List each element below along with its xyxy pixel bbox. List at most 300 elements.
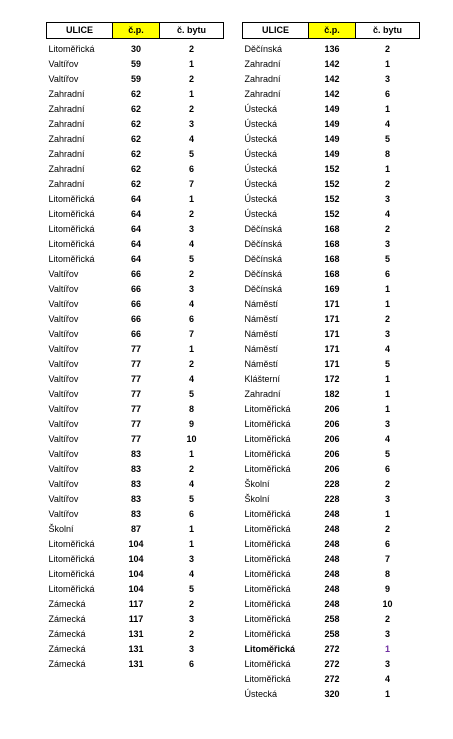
street-cell: Valtířov bbox=[48, 269, 79, 279]
house-no-cell: 142 bbox=[324, 74, 340, 84]
street-cell: Zahradní bbox=[48, 164, 85, 174]
table-row bbox=[243, 282, 420, 297]
flat-no-cell: 1 bbox=[188, 59, 194, 69]
street-cell: Zámecká bbox=[48, 629, 86, 639]
flat-no-cell: 2 bbox=[188, 599, 194, 609]
street-cell: Litoměřická bbox=[244, 599, 291, 609]
house-no-cell: 206 bbox=[324, 464, 340, 474]
house-no-cell: 248 bbox=[324, 569, 340, 579]
house-no-cell: 168 bbox=[324, 239, 340, 249]
flat-no-cell: 1 bbox=[384, 284, 390, 294]
street-cell: Litoměřická bbox=[244, 584, 291, 594]
table-row bbox=[243, 462, 420, 477]
flat-no-cell: 2 bbox=[188, 209, 194, 219]
flat-no-cell: 2 bbox=[188, 629, 194, 639]
header-flat-no: č. bytu bbox=[160, 23, 224, 39]
table-row bbox=[243, 162, 420, 177]
house-no-cell: 131 bbox=[128, 629, 144, 639]
house-no-cell: 83 bbox=[130, 479, 141, 489]
street-cell: Litoměřická bbox=[48, 584, 95, 594]
house-no-cell: 62 bbox=[130, 179, 141, 189]
flat-no-cell: 3 bbox=[384, 74, 390, 84]
house-no-cell: 182 bbox=[324, 389, 340, 399]
table-row bbox=[243, 357, 420, 372]
street-cell: Litoměřická bbox=[48, 194, 95, 204]
table-row bbox=[243, 267, 420, 282]
table-row bbox=[47, 282, 224, 297]
table-row bbox=[243, 57, 420, 72]
header-street: ULICE bbox=[243, 23, 309, 39]
table-row bbox=[243, 582, 420, 597]
house-no-cell: 248 bbox=[324, 509, 340, 519]
table-row bbox=[47, 657, 224, 672]
house-no-cell: 136 bbox=[324, 44, 340, 54]
flat-no-cell: 6 bbox=[188, 659, 194, 669]
house-no-cell: 64 bbox=[130, 194, 141, 204]
table-row bbox=[47, 432, 224, 447]
table-row bbox=[243, 567, 420, 582]
street-cell: Zahradní bbox=[48, 104, 85, 114]
house-no-cell: 258 bbox=[324, 629, 340, 639]
house-no-cell: 149 bbox=[324, 104, 340, 114]
street-cell: Valtířov bbox=[48, 404, 79, 414]
street-cell: Litoměřická bbox=[244, 629, 291, 639]
street-cell: Ústecká bbox=[244, 104, 278, 114]
flat-no-cell: 7 bbox=[384, 554, 390, 564]
street-cell: Náměstí bbox=[244, 314, 279, 324]
flat-no-cell: 1 bbox=[384, 299, 390, 309]
house-no-cell: 62 bbox=[130, 164, 141, 174]
table-row bbox=[243, 417, 420, 432]
flat-no-cell: 2 bbox=[188, 359, 194, 369]
street-cell: Školní bbox=[244, 479, 270, 489]
table-row bbox=[47, 237, 224, 252]
house-no-cell: 30 bbox=[130, 44, 141, 54]
table-row bbox=[47, 87, 224, 102]
header-row bbox=[243, 23, 420, 39]
street-cell: Valtířov bbox=[48, 59, 79, 69]
house-no-cell: 77 bbox=[130, 404, 141, 414]
street-cell: Děčínská bbox=[244, 224, 283, 234]
flat-no-cell: 1 bbox=[384, 404, 390, 414]
house-no-cell: 228 bbox=[324, 494, 340, 504]
flat-no-cell: 3 bbox=[188, 119, 194, 129]
table-row bbox=[47, 402, 224, 417]
house-no-cell: 152 bbox=[324, 194, 340, 204]
right-table bbox=[242, 22, 420, 702]
table-row bbox=[243, 252, 420, 267]
table-row bbox=[47, 567, 224, 582]
table-row bbox=[243, 132, 420, 147]
flat-no-cell: 4 bbox=[384, 674, 390, 684]
right-table-body bbox=[243, 39, 420, 703]
table-row bbox=[243, 147, 420, 162]
street-cell: Litoměřická bbox=[48, 539, 95, 549]
flat-no-cell: 5 bbox=[188, 149, 194, 159]
street-cell: Valtířov bbox=[48, 494, 79, 504]
flat-no-cell: 1 bbox=[384, 104, 390, 114]
house-no-cell: 169 bbox=[324, 284, 340, 294]
table-row bbox=[243, 492, 420, 507]
table-row bbox=[243, 402, 420, 417]
flat-no-cell: 4 bbox=[188, 569, 194, 579]
flat-no-cell: 2 bbox=[384, 479, 390, 489]
street-cell: Litoměřická bbox=[244, 539, 291, 549]
table-row bbox=[243, 477, 420, 492]
house-no-cell: 206 bbox=[324, 449, 340, 459]
table-row bbox=[47, 222, 224, 237]
flat-no-cell: 2 bbox=[188, 104, 194, 114]
house-no-cell: 66 bbox=[130, 329, 141, 339]
house-no-cell: 248 bbox=[324, 584, 340, 594]
flat-no-cell: 2 bbox=[384, 224, 390, 234]
table-row bbox=[243, 432, 420, 447]
street-cell: Školní bbox=[244, 494, 270, 504]
flat-no-cell: 1 bbox=[188, 89, 194, 99]
flat-no-cell: 5 bbox=[188, 584, 194, 594]
table-row bbox=[243, 177, 420, 192]
street-cell: Valtířov bbox=[48, 479, 79, 489]
house-no-cell: 104 bbox=[128, 584, 144, 594]
street-cell: Litoměřická bbox=[244, 524, 291, 534]
house-no-cell: 62 bbox=[130, 104, 141, 114]
flat-no-cell: 4 bbox=[188, 134, 194, 144]
flat-no-cell: 1 bbox=[384, 374, 390, 384]
house-no-cell: 77 bbox=[130, 374, 141, 384]
table-row bbox=[243, 537, 420, 552]
table-row bbox=[47, 522, 224, 537]
flat-no-cell: 3 bbox=[384, 419, 390, 429]
table-row bbox=[47, 477, 224, 492]
table-row bbox=[243, 552, 420, 567]
flat-no-cell: 3 bbox=[188, 554, 194, 564]
flat-no-cell: 2 bbox=[188, 74, 194, 84]
house-no-cell: 104 bbox=[128, 569, 144, 579]
flat-no-cell: 4 bbox=[384, 344, 390, 354]
flat-no-cell: 4 bbox=[188, 374, 194, 384]
street-cell: Ústecká bbox=[244, 179, 278, 189]
flat-no-cell: 4 bbox=[188, 239, 194, 249]
table-row bbox=[47, 642, 224, 657]
table-row bbox=[47, 117, 224, 132]
table-row bbox=[47, 537, 224, 552]
flat-no-cell: 6 bbox=[188, 314, 194, 324]
flat-no-cell: 4 bbox=[384, 209, 390, 219]
left-table bbox=[46, 22, 224, 672]
flat-no-cell: 9 bbox=[188, 419, 194, 429]
flat-no-cell: 1 bbox=[188, 194, 194, 204]
flat-no-cell: 1 bbox=[188, 524, 194, 534]
table-row bbox=[243, 39, 420, 58]
flat-no-cell: 8 bbox=[188, 404, 194, 414]
table-row bbox=[243, 342, 420, 357]
house-no-cell: 168 bbox=[324, 224, 340, 234]
table-row bbox=[47, 39, 224, 58]
street-cell: Školní bbox=[48, 524, 74, 534]
house-no-cell: 59 bbox=[130, 74, 141, 84]
house-no-cell: 77 bbox=[130, 359, 141, 369]
street-cell: Zahradní bbox=[48, 179, 85, 189]
street-cell: Litoměřická bbox=[48, 254, 95, 264]
table-row bbox=[47, 507, 224, 522]
table-row bbox=[47, 267, 224, 282]
street-cell: Valtířov bbox=[48, 374, 79, 384]
street-cell: Děčínská bbox=[244, 239, 283, 249]
house-no-cell: 131 bbox=[128, 659, 144, 669]
house-no-cell: 83 bbox=[130, 509, 141, 519]
house-no-cell: 171 bbox=[324, 359, 340, 369]
house-no-cell: 87 bbox=[130, 524, 141, 534]
flat-no-cell: 3 bbox=[384, 239, 390, 249]
flat-no-cell: 5 bbox=[384, 134, 390, 144]
street-cell: Litoměřická bbox=[244, 554, 291, 564]
street-cell: Zahradní bbox=[48, 89, 85, 99]
street-cell: Zámecká bbox=[48, 659, 86, 669]
street-cell: Ústecká bbox=[244, 209, 278, 219]
flat-no-cell: 3 bbox=[188, 224, 194, 234]
table-row bbox=[243, 222, 420, 237]
table-row bbox=[47, 192, 224, 207]
street-cell: Valtířov bbox=[48, 359, 79, 369]
table-row bbox=[243, 372, 420, 387]
house-no-cell: 77 bbox=[130, 344, 141, 354]
street-cell: Valtířov bbox=[48, 434, 79, 444]
table-row bbox=[47, 132, 224, 147]
flat-no-cell: 3 bbox=[384, 659, 390, 669]
house-no-cell: 142 bbox=[324, 59, 340, 69]
house-no-cell: 66 bbox=[130, 314, 141, 324]
street-cell: Litoměřická bbox=[244, 449, 291, 459]
table-row bbox=[243, 507, 420, 522]
house-no-cell: 258 bbox=[324, 614, 340, 624]
house-no-cell: 149 bbox=[324, 134, 340, 144]
table-row bbox=[243, 297, 420, 312]
street-cell: Litoměřická bbox=[48, 569, 95, 579]
table-row bbox=[47, 327, 224, 342]
house-no-cell: 104 bbox=[128, 554, 144, 564]
house-no-cell: 149 bbox=[324, 149, 340, 159]
street-cell: Zahradní bbox=[244, 89, 281, 99]
flat-no-cell: 2 bbox=[384, 44, 390, 54]
table-row bbox=[47, 552, 224, 567]
flat-no-cell: 3 bbox=[188, 644, 194, 654]
street-cell: Zahradní bbox=[244, 74, 281, 84]
house-no-cell: 64 bbox=[130, 254, 141, 264]
flat-no-cell: 3 bbox=[384, 629, 390, 639]
street-cell: Zahradní bbox=[244, 59, 281, 69]
house-no-cell: 62 bbox=[130, 89, 141, 99]
flat-no-cell: 6 bbox=[384, 269, 390, 279]
header-street: ULICE bbox=[47, 23, 113, 39]
house-no-cell: 206 bbox=[324, 419, 340, 429]
table-row bbox=[243, 597, 420, 612]
flat-no-cell: 2 bbox=[188, 44, 194, 54]
table-row bbox=[243, 612, 420, 627]
street-cell: Ústecká bbox=[244, 134, 278, 144]
flat-no-cell: 5 bbox=[188, 389, 194, 399]
street-cell: Litoměřická bbox=[48, 44, 95, 54]
table-row bbox=[243, 192, 420, 207]
street-cell: Náměstí bbox=[244, 329, 279, 339]
house-no-cell: 77 bbox=[130, 419, 141, 429]
table-row bbox=[47, 57, 224, 72]
table-row bbox=[243, 72, 420, 87]
house-no-cell: 168 bbox=[324, 254, 340, 264]
street-cell: Valtířov bbox=[48, 329, 79, 339]
house-no-cell: 62 bbox=[130, 119, 141, 129]
flat-no-cell: 8 bbox=[384, 569, 390, 579]
house-no-cell: 206 bbox=[324, 434, 340, 444]
left-table-body bbox=[47, 39, 224, 673]
table-row bbox=[47, 357, 224, 372]
flat-no-cell: 1 bbox=[384, 59, 390, 69]
house-no-cell: 152 bbox=[324, 179, 340, 189]
flat-no-cell: 3 bbox=[384, 194, 390, 204]
table-row bbox=[243, 117, 420, 132]
street-cell: Litoměřická bbox=[244, 464, 291, 474]
table-row bbox=[47, 387, 224, 402]
house-no-cell: 171 bbox=[324, 329, 340, 339]
street-cell: Ústecká bbox=[244, 119, 278, 129]
table-row bbox=[243, 642, 420, 657]
street-cell: Valtířov bbox=[48, 449, 79, 459]
table-row bbox=[243, 102, 420, 117]
house-no-cell: 171 bbox=[324, 299, 340, 309]
table-row bbox=[243, 312, 420, 327]
street-cell: Litoměřická bbox=[244, 419, 291, 429]
flat-no-cell: 5 bbox=[384, 359, 390, 369]
house-no-cell: 248 bbox=[324, 554, 340, 564]
street-cell: Zahradní bbox=[48, 119, 85, 129]
house-no-cell: 64 bbox=[130, 224, 141, 234]
street-cell: Valtířov bbox=[48, 509, 79, 519]
house-no-cell: 131 bbox=[128, 644, 144, 654]
street-cell: Zahradní bbox=[244, 389, 281, 399]
flat-no-cell: 6 bbox=[188, 509, 194, 519]
header-flat-no: č. bytu bbox=[356, 23, 420, 39]
street-cell: Litoměřická bbox=[48, 239, 95, 249]
flat-no-cell: 4 bbox=[188, 299, 194, 309]
table-row bbox=[243, 387, 420, 402]
house-no-cell: 83 bbox=[130, 494, 141, 504]
street-cell: Valtířov bbox=[48, 74, 79, 84]
flat-no-cell: 4 bbox=[384, 119, 390, 129]
flat-no-cell: 4 bbox=[384, 434, 390, 444]
street-cell: Valtířov bbox=[48, 419, 79, 429]
flat-no-cell: 6 bbox=[188, 164, 194, 174]
street-cell: Ústecká bbox=[244, 689, 278, 699]
flat-no-cell: 1 bbox=[384, 389, 390, 399]
street-cell: Zámecká bbox=[48, 644, 86, 654]
street-cell: Valtířov bbox=[48, 284, 79, 294]
street-cell: Litoměřická bbox=[244, 644, 296, 654]
street-cell: Děčínská bbox=[244, 44, 283, 54]
street-cell: Valtířov bbox=[48, 464, 79, 474]
house-no-cell: 117 bbox=[128, 599, 144, 609]
house-no-cell: 83 bbox=[130, 449, 141, 459]
flat-no-cell: 2 bbox=[384, 614, 390, 624]
table-row bbox=[47, 312, 224, 327]
street-cell: Ústecká bbox=[244, 149, 278, 159]
table-row bbox=[47, 627, 224, 642]
street-cell: Valtířov bbox=[48, 299, 79, 309]
table-row bbox=[47, 102, 224, 117]
street-cell: Děčínská bbox=[244, 269, 283, 279]
table-row bbox=[243, 522, 420, 537]
house-no-cell: 104 bbox=[128, 539, 144, 549]
table-row bbox=[47, 372, 224, 387]
flat-no-cell: 3 bbox=[188, 614, 194, 624]
flat-no-cell: 5 bbox=[188, 254, 194, 264]
house-no-cell: 117 bbox=[128, 614, 144, 624]
house-no-cell: 171 bbox=[324, 344, 340, 354]
table-row bbox=[47, 177, 224, 192]
flat-no-cell: 3 bbox=[384, 329, 390, 339]
flat-no-cell: 1 bbox=[384, 689, 390, 699]
table-row bbox=[47, 72, 224, 87]
house-no-cell: 66 bbox=[130, 299, 141, 309]
flat-no-cell: 2 bbox=[188, 464, 194, 474]
house-no-cell: 152 bbox=[324, 209, 340, 219]
street-cell: Litoměřická bbox=[48, 224, 95, 234]
table-row bbox=[243, 87, 420, 102]
table-row bbox=[47, 162, 224, 177]
street-cell: Litoměřická bbox=[244, 434, 291, 444]
street-cell: Litoměřická bbox=[244, 404, 291, 414]
street-cell: Litoměřická bbox=[244, 569, 291, 579]
flat-no-cell: 1 bbox=[188, 449, 194, 459]
house-no-cell: 248 bbox=[324, 539, 340, 549]
house-no-cell: 171 bbox=[324, 314, 340, 324]
street-cell: Náměstí bbox=[244, 299, 279, 309]
street-cell: Litoměřická bbox=[48, 209, 95, 219]
flat-no-cell: 7 bbox=[188, 329, 194, 339]
house-no-cell: 66 bbox=[130, 284, 141, 294]
house-no-cell: 59 bbox=[130, 59, 141, 69]
house-no-cell: 152 bbox=[324, 164, 340, 174]
street-cell: Děčínská bbox=[244, 254, 283, 264]
flat-no-cell: 2 bbox=[384, 179, 390, 189]
flat-no-cell: 6 bbox=[384, 539, 390, 549]
table-row bbox=[47, 342, 224, 357]
street-cell: Valtířov bbox=[48, 389, 79, 399]
house-no-cell: 77 bbox=[130, 434, 141, 444]
house-no-cell: 77 bbox=[130, 389, 141, 399]
street-cell: Náměstí bbox=[244, 344, 279, 354]
flat-no-cell: 3 bbox=[384, 494, 390, 504]
flat-no-cell: 9 bbox=[384, 584, 390, 594]
flat-no-cell: 2 bbox=[384, 524, 390, 534]
house-no-cell: 149 bbox=[324, 119, 340, 129]
house-no-cell: 228 bbox=[324, 479, 340, 489]
flat-no-cell: 3 bbox=[188, 284, 194, 294]
table-row bbox=[243, 657, 420, 672]
street-cell: Zámecká bbox=[48, 614, 86, 624]
flat-no-cell: 1 bbox=[384, 644, 390, 654]
table-row bbox=[243, 447, 420, 462]
flat-no-cell: 5 bbox=[384, 254, 390, 264]
flat-no-cell: 1 bbox=[188, 539, 194, 549]
flat-no-cell: 4 bbox=[188, 479, 194, 489]
flat-no-cell: 2 bbox=[188, 269, 194, 279]
street-cell: Litoměřická bbox=[244, 674, 291, 684]
flat-no-cell: 10 bbox=[186, 434, 197, 444]
house-no-cell: 248 bbox=[324, 599, 340, 609]
street-cell: Litoměřická bbox=[244, 614, 291, 624]
table-row bbox=[243, 627, 420, 642]
house-no-cell: 62 bbox=[130, 134, 141, 144]
house-no-cell: 64 bbox=[130, 239, 141, 249]
